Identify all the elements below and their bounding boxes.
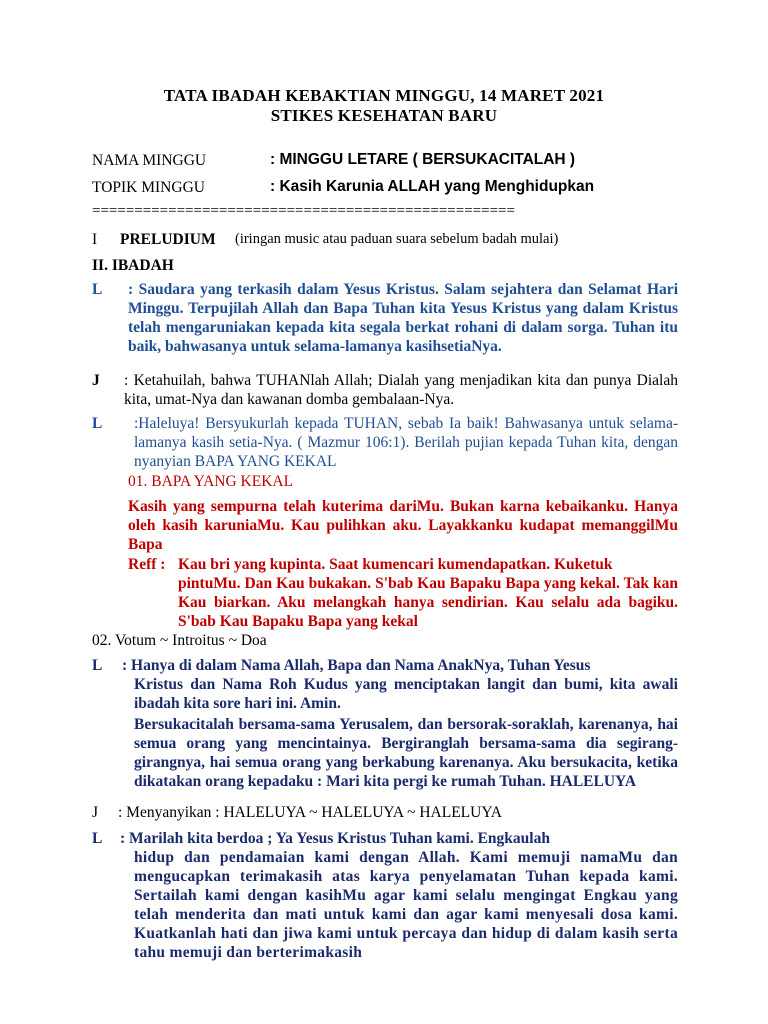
liturgy-text: : Menyanyikan : HALELUYA ~ HALELUYA ~ HALELUYA <box>118 804 502 821</box>
speaker-l: L <box>92 281 103 298</box>
preludium-note: (iringan music atau paduan suara sebelum badah mulai) <box>235 231 559 247</box>
preludium-number: I <box>92 231 98 248</box>
reff-line: Kau bri yang kupinta. Saat kumencari kumendapatkan. Kuketuk <box>178 556 613 573</box>
liturgy-line: : Marilah kita berdoa ; Ya Yesus Kristus Tuhan kami. Engkaulah <box>120 830 550 847</box>
speaker-l: L <box>92 657 103 674</box>
speaker-l: L <box>92 830 103 847</box>
liturgy-text: : Ketahuilah, bahwa TUHANlah Allah; Dialah yang menjadikan kita dan punya Dialah kita, umat-Nya dan kawanan domba gembalaan-Nya. <box>124 372 678 408</box>
preludium-title: PRELUDIUM <box>120 231 216 248</box>
topik-minggu-value: : Kasih Karunia ALLAH yang Menghidupkan <box>270 178 595 195</box>
liturgy-line: : Hanya di dalam Nama Allah, Bapa dan Nama AnakNya, Tuhan Yesus <box>122 657 591 674</box>
separator-line: ================================================== <box>92 203 515 219</box>
document-subtitle: STIKES KESEHATAN BARU <box>270 106 498 125</box>
nama-minggu-label: NAMA MINGGU <box>92 152 207 169</box>
song-title: 01. BAPA YANG KEKAL <box>128 473 294 490</box>
topik-minggu-label: TOPIK MINGGU <box>92 179 205 196</box>
liturgy-text: hidup dan pendamaian kami dengan Allah. Kami memuji namaMu dan mengucapkan terimakasih atas karya penyelamatan Tuhan kepada kami. Sertailah kami dengan kasihMu agar kami selalu mengingat Engkau yang telah menderita dan mati untuk kami dan agar kami menyesali dosa kami. Kuatkanlah hati dan jiwa kami untuk percaya dan hidup di dalam kasih serta tahu memuji dan berterimakasih <box>134 849 678 961</box>
document-title: TATA IBADAH KEBAKTIAN MINGGU, 14 MARET 2021 <box>163 86 605 105</box>
ibadah-heading: II. IBADAH <box>92 257 174 274</box>
liturgy-paragraph: Bersukacitalah bersama-sama Yerusalem, dan bersorak-soraklah, karenanya, hai semua orang yang mencintainya. Bergiranglah bersama-sama dia segirang-girangnya, hai semua orang yang berkabung karenanya. Aku bersukacita, ketika dikatakan orang kepadaku : Mari kita pergi ke rumah Tuhan. HALELUYA <box>134 716 678 790</box>
liturgy-text: Kristus dan Nama Roh Kudus yang menciptakan langit dan bumi, kita awali ibadah kita sore hari ini. Amin. <box>134 676 678 712</box>
liturgy-text: :Haleluya! Bersyukurlah kepada TUHAN, sebab Ia baik! Bahwasanya untuk selama-lamanya kasih setia-Nya. ( Mazmur 106:1). Berilah pujian kepada Tuhan kita, dengan nyanyian BAPA YANG KEKAL <box>134 415 678 470</box>
liturgy-text: : Saudara yang terkasih dalam Yesus Kristus. Salam sejahtera dan Selamat Hari Minggu. Terpujilah Allah dan Bapa Tuhan kita Yesus Kristus yang dalam Kristus telah mengaruniakan kepada kita segala berkat rohani di dalam sorga. Tuhan itu baik, bahwasanya untuk selama-lamanya kasihsetiaNya. <box>128 281 678 355</box>
reff-text: pintuMu. Dan Kau bukakan. S'bab Kau Bapaku Bapa yang kekal. Tak kan Kau biarkan. Aku melangkah hanya sendirian. Kau selalu ada bagiku. S'bab Kau Bapaku Bapa yang kekal <box>178 575 678 630</box>
reff-label: Reff : <box>128 556 166 573</box>
speaker-l: L <box>92 415 103 432</box>
votum-title: 02. Votum ~ Introitus ~ Doa <box>92 632 267 649</box>
speaker-j: J <box>92 804 99 821</box>
nama-minggu-value: : MINGGU LETARE ( BERSUKACITALAH ) <box>270 151 576 168</box>
song-verse: Kasih yang sempurna telah kuterima dariMu. Bukan karna kebaikanku. Hanya oleh kasih karuniaMu. Kau pulihkan aku. Layakkanku kudapat memanggilMu Bapa <box>128 498 678 553</box>
speaker-j: J <box>92 372 100 389</box>
